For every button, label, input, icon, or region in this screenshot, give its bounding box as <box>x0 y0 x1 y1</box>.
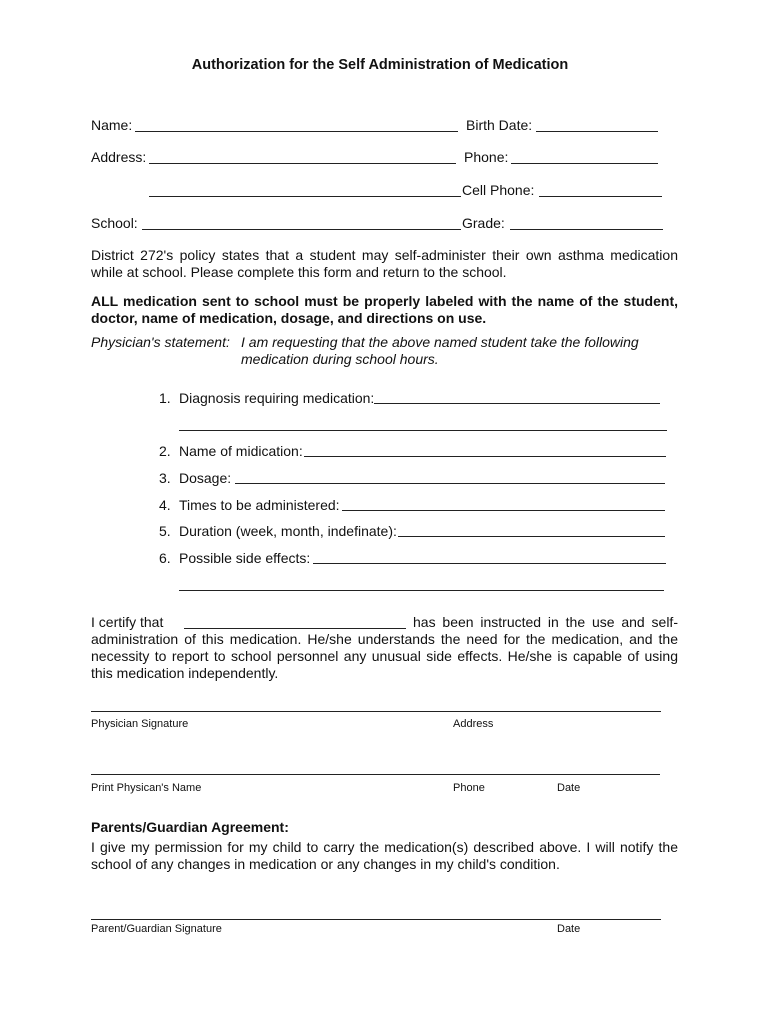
side-effects-label: Possible side effects: <box>179 550 311 566</box>
physician-statement-line2: medication during school hours. <box>241 351 439 367</box>
item-number: 4. <box>159 497 171 513</box>
birth-date-field[interactable] <box>536 131 658 132</box>
parent-date-label: Date <box>557 923 581 935</box>
dosage-field[interactable] <box>235 483 665 484</box>
grade-field[interactable] <box>510 229 663 230</box>
item-number: 5. <box>159 523 171 539</box>
diagnosis-field-line-2[interactable] <box>179 430 667 431</box>
medication-name-field[interactable] <box>304 456 666 457</box>
cell-phone-field[interactable] <box>539 196 662 197</box>
diagnosis-label: Diagnosis requiring medication: <box>179 390 375 406</box>
policy-paragraph: District 272's policy states that a student may self-administer their own asthma medication while at school. Please complete this form and return to the school. <box>91 247 678 280</box>
parent-signature-field[interactable] <box>91 919 661 920</box>
certify-paragraph: administration of this medication. He/she understands the need for the medication, and the necessity to report to school personnel any unusual side effects. He/she is capable of using this medication independently. <box>91 631 678 681</box>
address-label: Address: <box>91 149 147 165</box>
name-field[interactable] <box>135 131 458 132</box>
medication-name-label: Name of midication: <box>179 443 303 459</box>
address-field[interactable] <box>149 163 456 164</box>
cell-phone-label: Cell Phone: <box>462 182 535 198</box>
grade-label: Grade: <box>462 215 505 231</box>
side-effects-field[interactable] <box>313 563 666 564</box>
address-line-2-field[interactable] <box>149 196 461 197</box>
certify-suffix: has been instructed in the use and self- <box>413 614 678 630</box>
physician-date-label: Date <box>557 782 581 794</box>
birth-date-label: Birth Date: <box>466 117 533 133</box>
school-label: School: <box>91 215 138 231</box>
item-number: 1. <box>159 390 171 406</box>
parent-agreement-text: I give my permission for my child to carry the medication(s) described above. I will notify the school of any changes in medication or any changes in my child's condition. <box>91 839 678 872</box>
phone-label: Phone: <box>464 149 509 165</box>
physician-phone-label: Phone <box>453 782 485 794</box>
physician-signature-field[interactable] <box>91 711 661 712</box>
item-number: 3. <box>159 470 171 486</box>
name-label: Name: <box>91 117 133 133</box>
phone-field[interactable] <box>511 163 658 164</box>
diagnosis-field[interactable] <box>374 403 660 404</box>
item-number: 6. <box>159 550 171 566</box>
labeling-notice: ALL medication sent to school must be properly labeled with the name of the student, doctor, name of medication, dosage, and directions on use. <box>91 293 678 326</box>
parent-signature-label: Parent/Guardian Signature <box>91 923 222 935</box>
parent-agreement-heading: Parents/Guardian Agreement: <box>91 819 289 835</box>
times-label: Times to be administered: <box>179 497 340 513</box>
physician-signature-label: Physician Signature <box>91 718 189 730</box>
side-effects-field-line-2[interactable] <box>179 590 664 591</box>
physician-print-name-field[interactable] <box>91 774 660 775</box>
dosage-label: Dosage: <box>179 470 232 486</box>
certify-prefix: I certify that <box>91 614 164 630</box>
physician-address-label: Address <box>453 718 494 730</box>
duration-field[interactable] <box>398 536 665 537</box>
physician-statement-label: Physician's statement: <box>91 334 230 350</box>
duration-label: Duration (week, month, indefinate): <box>179 523 397 539</box>
item-number: 2. <box>159 443 171 459</box>
page-title: Authorization for the Self Administration of Medication <box>191 57 569 73</box>
print-physician-name-label: Print Physican's Name <box>91 782 202 794</box>
times-field[interactable] <box>342 510 665 511</box>
student-name-field[interactable] <box>184 628 406 629</box>
physician-statement-line1: I am requesting that the above named student take the following <box>241 334 639 350</box>
school-field[interactable] <box>142 229 461 230</box>
